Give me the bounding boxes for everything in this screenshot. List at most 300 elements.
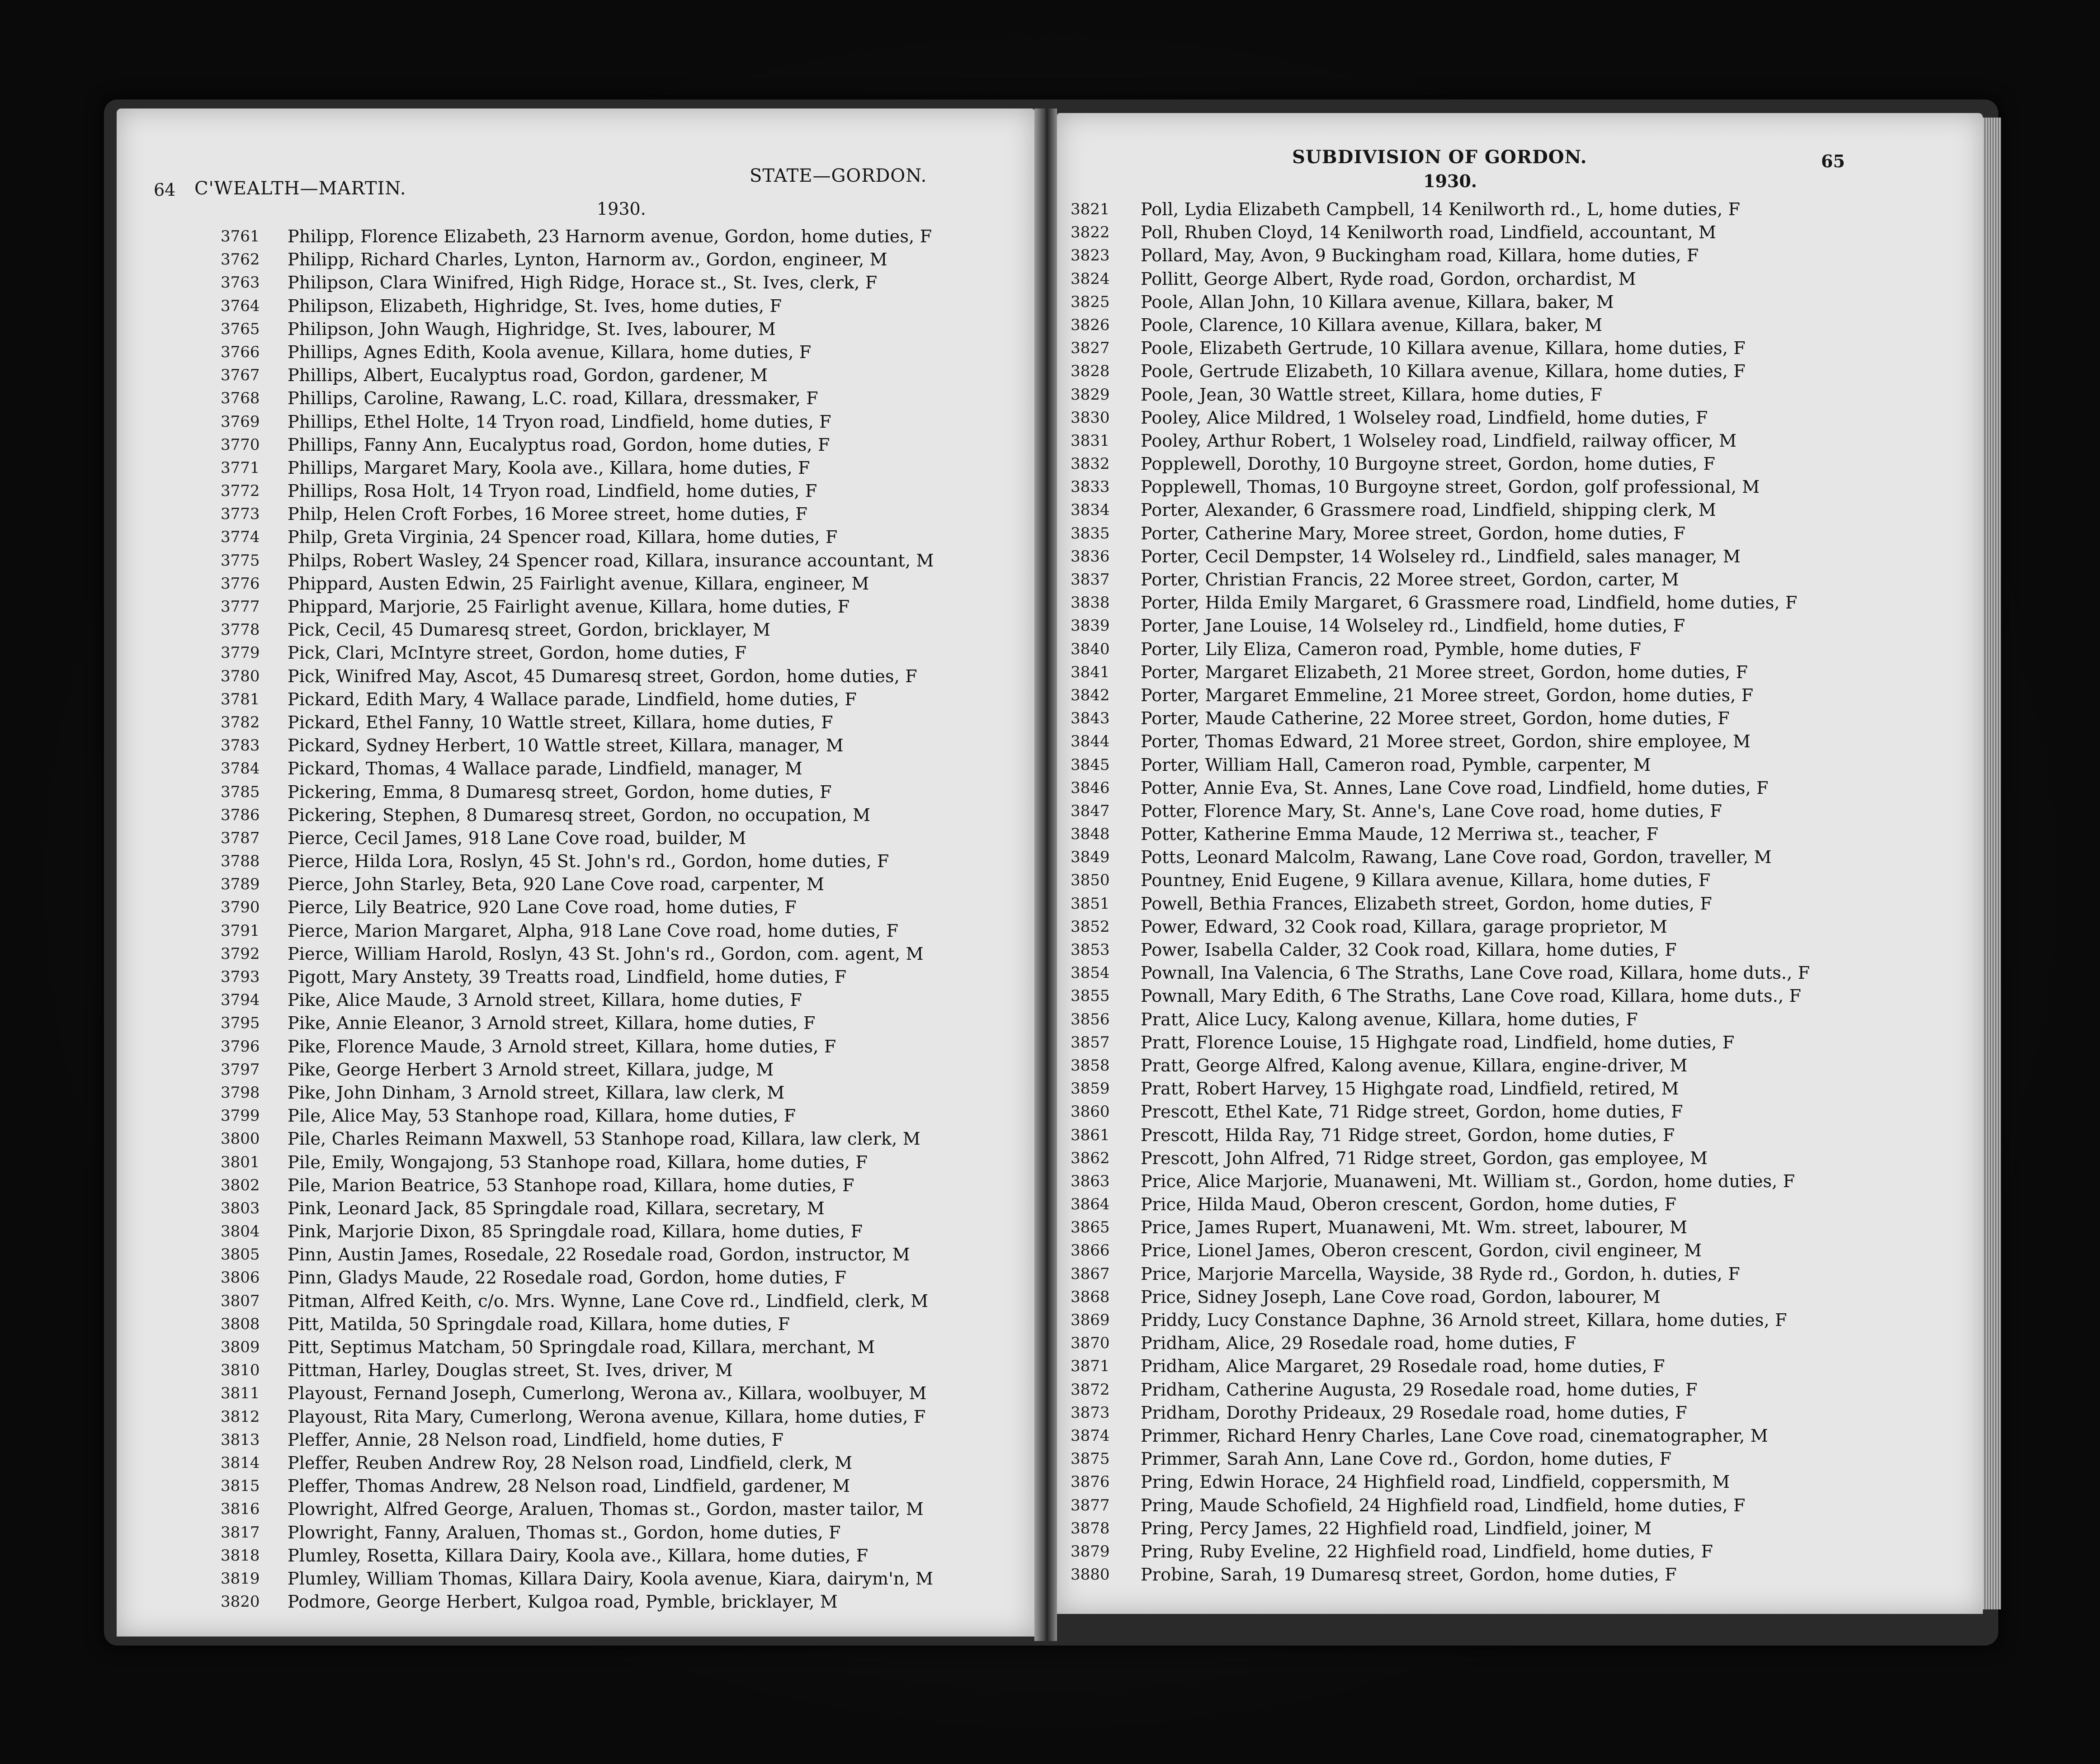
entry-text: Phillips, Rosa Holt, 14 Tryon road, Lindfield, home duties, F (288, 481, 817, 501)
entry-number: 3870 (1071, 1334, 1110, 1353)
entry-number: 3827 (1071, 339, 1110, 358)
entry-text: Pratt, Florence Louise, 15 Highgate road, Lindfield, home duties, F (1141, 1032, 1735, 1052)
entry-row (221, 480, 1025, 503)
entry-text: Potter, Annie Eva, St. Annes, Lane Cove road, Lindfield, home duties, F (1141, 778, 1769, 798)
entry-text: Phillips, Agnes Edith, Koola avenue, Killara, home duties, F (288, 342, 812, 362)
entry-row (1071, 1100, 1975, 1123)
left-page-number: 64 (154, 180, 176, 200)
entry-number: 3811 (221, 1384, 260, 1403)
left-header-title: C'WEALTH—MARTIN. (194, 178, 406, 199)
entry-row (221, 920, 1025, 943)
entry-number: 3776 (221, 574, 260, 593)
entry-row (221, 1035, 1025, 1058)
entry-row (1071, 846, 1975, 869)
entry-row (221, 896, 1025, 919)
entry-row (1071, 707, 1975, 730)
entry-number: 3856 (1071, 1010, 1110, 1028)
entry-number: 3778 (221, 621, 260, 639)
entry-number: 3858 (1071, 1056, 1110, 1075)
entry-row (1071, 869, 1975, 892)
entry-text: Pigott, Mary Anstety, 39 Treatts road, Lindfield, home duties, F (288, 967, 847, 987)
entry-row (221, 1290, 1025, 1313)
entry-row (1071, 1031, 1975, 1054)
entry-number: 3835 (1071, 524, 1110, 542)
entry-text: Pick, Clari, McIntyre street, Gordon, home duties, F (288, 643, 747, 663)
entry-text: Pridham, Catherine Augusta, 29 Rosedale road, home duties, F (1141, 1379, 1698, 1400)
entry-number: 3764 (221, 297, 260, 315)
entry-row (1071, 823, 1975, 846)
entry-text: Price, Alice Marjorie, Muanaweni, Mt. William st., Gordon, home duties, F (1141, 1171, 1795, 1191)
entry-number: 3847 (1071, 802, 1110, 820)
entry-number: 3799 (221, 1107, 260, 1125)
entry-number: 3860 (1071, 1103, 1110, 1121)
entry-number: 3861 (1071, 1126, 1110, 1144)
entry-row (221, 549, 1025, 572)
entry-row (1071, 1263, 1975, 1286)
entry-number: 3816 (221, 1500, 260, 1519)
entry-text: Pitman, Alfred Keith, c/o. Mrs. Wynne, Lane Cove rd., Lindfield, clerk, M (288, 1291, 929, 1311)
entry-row (221, 410, 1025, 434)
entry-row (1071, 314, 1975, 337)
entry-text: Pierce, Hilda Lora, Roslyn, 45 St. John's rd., Gordon, home duties, F (288, 851, 889, 872)
entry-text: Poole, Clarence, 10 Killara avenue, Killara, baker, M (1141, 315, 1603, 335)
entry-row (221, 1012, 1025, 1035)
entry-text: Prescott, Ethel Kate, 71 Ridge street, Gordon, home duties, F (1141, 1102, 1683, 1122)
entry-row (1071, 730, 1975, 753)
entry-number: 3761 (221, 227, 260, 245)
entry-row (1071, 545, 1975, 568)
entry-text: Pierce, William Harold, Roslyn, 43 St. John's rd., Gordon, com. agent, M (288, 943, 924, 964)
entry-row (221, 1081, 1025, 1104)
entry-row (221, 873, 1025, 896)
entry-number: 3844 (1071, 732, 1110, 751)
entry-text: Pratt, George Alfred, Kalong avenue, Killara, engine-driver, M (1141, 1055, 1688, 1075)
entry-text: Porter, William Hall, Cameron road, Pymble, carpenter, M (1141, 755, 1651, 775)
entry-row (1071, 939, 1975, 962)
entry-number: 3762 (221, 250, 260, 269)
entry-text: Pollard, May, Avon, 9 Buckingham road, Killara, home duties, F (1141, 245, 1699, 266)
entry-row (221, 1174, 1025, 1197)
entry-number: 3767 (221, 366, 260, 385)
page-edges (1983, 118, 2001, 1609)
entry-row (1071, 1494, 1975, 1517)
entry-row (1071, 453, 1975, 476)
entry-text: Pierce, Marion Margaret, Alpha, 918 Lane Cove road, home duties, F (288, 920, 899, 941)
entry-text: Philipson, Elizabeth, Highridge, St. Ives, home duties, F (288, 296, 782, 316)
entry-number: 3771 (221, 458, 260, 477)
entry-number: 3854 (1071, 964, 1110, 982)
entry-number: 3871 (1071, 1357, 1110, 1376)
entry-number: 3868 (1071, 1288, 1110, 1306)
entry-row (1071, 915, 1975, 939)
entry-text: Pridham, Alice, 29 Rosedale road, home duties, F (1141, 1333, 1576, 1354)
entry-text: Plowright, Fanny, Araluen, Thomas st., Gordon, home duties, F (288, 1522, 841, 1542)
entry-text: Poole, Allan John, 10 Killara avenue, Killara, baker, M (1141, 292, 1614, 312)
entry-text: Price, Sidney Joseph, Lane Cove road, Gordon, labourer, M (1141, 1287, 1661, 1307)
entry-text: Poole, Jean, 30 Wattle street, Killara, home duties, F (1141, 384, 1603, 405)
entry-text: Price, James Rupert, Muanaweni, Mt. Wm. street, labourer, M (1141, 1217, 1688, 1238)
entry-number: 3787 (221, 829, 260, 847)
entry-row (221, 1521, 1025, 1544)
entry-text: Prescott, Hilda Ray, 71 Ridge street, Gordon, home duties, F (1141, 1125, 1675, 1145)
entry-row (221, 318, 1025, 341)
entry-row (1071, 1147, 1975, 1170)
entry-number: 3836 (1071, 547, 1110, 566)
left-header-subtitle: STATE—GORDON. (750, 165, 927, 186)
entry-row (221, 1359, 1025, 1382)
entry-number: 3803 (221, 1199, 260, 1217)
entry-row (221, 688, 1025, 711)
entry-number: 3848 (1071, 825, 1110, 844)
entry-row (221, 1243, 1025, 1266)
entry-row (221, 618, 1025, 641)
entry-text: Plowright, Alfred George, Araluen, Thomas st., Gordon, master tailor, M (288, 1499, 924, 1519)
entry-text: Pile, Alice May, 53 Stanhope road, Killara, home duties, F (288, 1106, 796, 1126)
entry-row (1071, 244, 1975, 267)
entry-number: 3829 (1071, 385, 1110, 404)
entry-text: Phillips, Fanny Ann, Eucalyptus road, Gordon, home duties, F (288, 434, 830, 455)
entry-text: Pike, Florence Maude, 3 Arnold street, Killara, home duties, F (288, 1036, 836, 1057)
entry-text: Pinn, Austin James, Rosedale, 22 Rosedale road, Gordon, instructor, M (288, 1245, 910, 1265)
entry-text: Pike, John Dinham, 3 Arnold street, Killara, law clerk, M (288, 1082, 785, 1103)
entry-text: Pickering, Stephen, 8 Dumaresq street, Gordon, no occupation, M (288, 805, 871, 825)
entry-text: Pile, Emily, Wongajong, 53 Stanhope road, Killara, home duties, F (288, 1152, 868, 1172)
entry-number: 3819 (221, 1569, 260, 1588)
entry-number: 3774 (221, 528, 260, 547)
entry-text: Porter, Cecil Dempster, 14 Wolseley rd., Lindfield, sales manager, M (1141, 546, 1741, 566)
entry-row (1071, 476, 1975, 499)
entry-text: Poll, Lydia Elizabeth Campbell, 14 Kenilworth rd., L, home duties, F (1141, 199, 1741, 219)
entry-text: Pleffer, Thomas Andrew, 28 Nelson road, Lindfield, gardener, M (288, 1476, 850, 1496)
entry-text: Pring, Edwin Horace, 24 Highfield road, Lindfield, coppersmith, M (1141, 1472, 1730, 1492)
entry-text: Power, Edward, 32 Cook road, Killara, garage proprietor, M (1141, 916, 1667, 937)
entry-number: 3802 (221, 1176, 260, 1194)
entry-row (1071, 221, 1975, 244)
entry-number: 3838 (1071, 594, 1110, 612)
entry-row (221, 734, 1025, 757)
entry-number: 3801 (221, 1153, 260, 1171)
entry-number: 3834 (1071, 501, 1110, 519)
entry-row (1071, 661, 1975, 684)
entry-text: Philp, Helen Croft Forbes, 16 Moree street, home duties, F (288, 504, 808, 524)
entry-text: Poole, Elizabeth Gertrude, 10 Killara avenue, Killara, home duties, F (1141, 338, 1746, 358)
entry-row (1071, 800, 1975, 823)
entry-row (1071, 522, 1975, 545)
entry-text: Pick, Cecil, 45 Dumaresq street, Gordon, bricklayer, M (288, 620, 771, 640)
entry-row (221, 781, 1025, 804)
entry-row (1071, 1239, 1975, 1262)
entry-text: Philipp, Richard Charles, Lynton, Harnorm av., Gordon, engineer, M (288, 250, 887, 270)
entry-number: 3808 (221, 1315, 260, 1333)
entry-text: Pike, Alice Maude, 3 Arnold street, Killara, home duties, F (288, 990, 802, 1010)
entry-row (221, 665, 1025, 688)
entry-text: Porter, Margaret Emmeline, 21 Moree street, Gordon, home duties, F (1141, 685, 1754, 705)
entry-text: Pring, Ruby Eveline, 22 Highfield road, Lindfield, home duties, F (1141, 1541, 1713, 1561)
entry-text: Pountney, Enid Eugene, 9 Killara avenue, Killara, home duties, F (1141, 870, 1711, 891)
entry-row (221, 1406, 1025, 1429)
entry-text: Porter, Lily Eliza, Cameron road, Pymble, home duties, F (1141, 639, 1642, 659)
entry-row (1071, 499, 1975, 522)
entry-row (221, 850, 1025, 873)
entry-text: Pridham, Dorothy Prideaux, 29 Rosedale road, home duties, F (1141, 1402, 1687, 1423)
entry-row (1071, 1309, 1975, 1332)
entry-number: 3874 (1071, 1426, 1110, 1445)
entry-row (221, 225, 1025, 248)
entry-number: 3814 (221, 1453, 260, 1472)
left-year: 1930. (597, 199, 646, 219)
entry-text: Porter, Christian Francis, 22 Moree street, Gordon, carter, M (1141, 570, 1679, 590)
entry-row (221, 387, 1025, 410)
entry-row (221, 434, 1025, 457)
entry-number: 3855 (1071, 987, 1110, 1005)
entry-number: 3873 (1071, 1403, 1110, 1422)
entry-row (1071, 684, 1975, 707)
entry-row (1071, 1448, 1975, 1471)
entry-number: 3790 (221, 898, 260, 917)
entry-row (221, 1567, 1025, 1590)
entry-text: Pleffer, Annie, 28 Nelson road, Lindfield, home duties, F (288, 1429, 784, 1450)
entry-row (1071, 1378, 1975, 1401)
entry-text: Philipson, John Waugh, Highridge, St. Ives, labourer, M (288, 319, 776, 339)
entry-text: Pring, Percy James, 22 Highfield road, Lindfield, joiner, M (1141, 1518, 1652, 1538)
entry-text: Playoust, Fernand Joseph, Cumerlong, Werona av., Killara, woolbuyer, M (288, 1383, 927, 1404)
entry-number: 3839 (1071, 617, 1110, 635)
right-year: 1930. (1423, 171, 1477, 191)
entry-number: 3780 (221, 667, 260, 685)
entry-number: 3763 (221, 274, 260, 292)
entry-text: Pratt, Alice Lucy, Kalong avenue, Killara, home duties, F (1141, 1009, 1638, 1029)
entry-number: 3843 (1071, 709, 1110, 728)
entry-row (221, 1151, 1025, 1174)
entry-text: Potter, Florence Mary, St. Anne's, Lane Cove road, home duties, F (1141, 801, 1722, 821)
entry-row (221, 1127, 1025, 1151)
entry-row (221, 1590, 1025, 1613)
entry-row (221, 1452, 1025, 1475)
entry-number: 3792 (221, 944, 260, 963)
entry-number: 3859 (1071, 1080, 1110, 1098)
entry-row (221, 757, 1025, 780)
entry-row (1071, 291, 1975, 314)
entry-text: Price, Hilda Maud, Oberon crescent, Gordon, home duties, F (1141, 1194, 1677, 1215)
entry-text: Phillips, Ethel Holte, 14 Tryon road, Lindfield, home duties, F (288, 411, 831, 432)
entry-number: 3782 (221, 713, 260, 731)
entry-text: Porter, Thomas Edward, 21 Moree street, Gordon, shire employee, M (1141, 731, 1751, 752)
entry-text: Phippard, Austen Edwin, 25 Fairlight avenue, Killara, engineer, M (288, 573, 869, 594)
entry-text: Porter, Maude Catherine, 22 Moree street, Gordon, home duties, F (1141, 708, 1730, 729)
entry-number: 3822 (1071, 223, 1110, 242)
entry-text: Pike, George Herbert 3 Arnold street, Killara, judge, M (288, 1059, 774, 1080)
entry-number: 3813 (221, 1430, 260, 1449)
entry-number: 3851 (1071, 894, 1110, 913)
entry-number: 3812 (221, 1407, 260, 1426)
entry-text: Pink, Marjorie Dixon, 85 Springdale road, Killara, home duties, F (288, 1222, 863, 1242)
entry-number: 3845 (1071, 755, 1110, 774)
entry-text: Priddy, Lucy Constance Daphne, 36 Arnold street, Killara, home duties, F (1141, 1310, 1787, 1330)
entry-number: 3769 (221, 412, 260, 431)
entry-row (1071, 614, 1975, 637)
entry-number: 3828 (1071, 362, 1110, 381)
entry-number: 3809 (221, 1338, 260, 1356)
entry-number: 3850 (1071, 871, 1110, 890)
entry-text: Pierce, Lily Beatrice, 920 Lane Cove road, home duties, F (288, 897, 797, 918)
entry-number: 3777 (221, 598, 260, 616)
entry-number: 3818 (221, 1546, 260, 1565)
entry-number: 3872 (1071, 1380, 1110, 1399)
entry-number: 3817 (221, 1523, 260, 1542)
entry-text: Plumley, Rosetta, Killara Dairy, Koola ave., Killara, home duties, F (288, 1545, 868, 1566)
entry-text: Philps, Robert Wasley, 24 Spencer road, Killara, insurance accountant, M (288, 550, 934, 571)
entry-number: 3807 (221, 1292, 260, 1310)
entry-text: Phillips, Margaret Mary, Koola ave., Killara, home duties, F (288, 458, 810, 478)
entry-number: 3766 (221, 343, 260, 361)
entry-number: 3833 (1071, 478, 1110, 496)
entry-text: Pile, Marion Beatrice, 53 Stanhope road, Killara, home duties, F (288, 1175, 854, 1195)
entry-text: Pittman, Harley, Douglas street, St. Ives, driver, M (288, 1360, 733, 1381)
entry-row (1071, 568, 1975, 591)
entry-row (1071, 1054, 1975, 1077)
entry-number: 3796 (221, 1037, 260, 1056)
entry-row (1071, 1355, 1975, 1378)
entry-text: Pridham, Alice Margaret, 29 Rosedale road, home duties, F (1141, 1356, 1665, 1377)
entry-text: Pitt, Matilda, 50 Springdale road, Killara, home duties, F (288, 1314, 790, 1334)
entry-text: Pickard, Thomas, 4 Wallace parade, Lindfield, manager, M (288, 759, 803, 779)
entry-row (1071, 777, 1975, 800)
entry-text: Popplewell, Thomas, 10 Burgoyne street, Gordon, golf professional, M (1141, 477, 1760, 497)
entry-number: 3806 (221, 1269, 260, 1287)
entry-text: Probine, Sarah, 19 Dumaresq street, Gordon, home duties, F (1141, 1565, 1677, 1585)
entry-number: 3876 (1071, 1473, 1110, 1491)
entry-number: 3842 (1071, 686, 1110, 704)
entry-row (1071, 1540, 1975, 1563)
entry-text: Philipp, Florence Elizabeth, 23 Harnorm avenue, Gordon, home duties, F (288, 226, 932, 246)
entry-row (1071, 591, 1975, 614)
entry-row (221, 364, 1025, 387)
entry-text: Podmore, George Herbert, Kulgoa road, Pymble, bricklayer, M (288, 1592, 838, 1612)
entry-number: 3826 (1071, 316, 1110, 334)
entry-number: 3880 (1071, 1566, 1110, 1584)
entry-text: Primmer, Richard Henry Charles, Lane Cove road, cinematographer, M (1141, 1425, 1768, 1446)
left-page (117, 108, 1034, 1637)
entry-row (1071, 1216, 1975, 1239)
entry-row (1071, 1424, 1975, 1448)
entry-row (221, 827, 1025, 850)
entry-number: 3791 (221, 921, 260, 940)
right-header-title: SUBDIVISION OF GORDON. (1292, 146, 1587, 168)
entry-number: 3789 (221, 875, 260, 894)
entry-row (221, 1429, 1025, 1452)
entry-number: 3837 (1071, 571, 1110, 589)
entry-row (221, 1544, 1025, 1567)
entry-text: Price, Lionel James, Oberon crescent, Gordon, civil engineer, M (1141, 1240, 1702, 1261)
entry-row (1071, 1286, 1975, 1309)
entry-number: 3846 (1071, 778, 1110, 797)
entry-number: 3820 (221, 1593, 260, 1611)
entry-text: Pownall, Mary Edith, 6 The Straths, Lane Cove road, Killara, home duts., F (1141, 986, 1802, 1006)
entry-number: 3849 (1071, 848, 1110, 867)
entry-number: 3830 (1071, 408, 1110, 427)
entry-text: Prescott, John Alfred, 71 Ridge street, Gordon, gas employee, M (1141, 1148, 1708, 1168)
entry-text: Porter, Margaret Elizabeth, 21 Moree street, Gordon, home duties, F (1141, 662, 1748, 682)
entry-number: 3779 (221, 644, 260, 662)
entry-text: Philp, Greta Virginia, 24 Spencer road, Killara, home duties, F (288, 527, 838, 547)
entry-text: Porter, Catherine Mary, Moree street, Gordon, home duties, F (1141, 523, 1685, 543)
entry-text: Potts, Leonard Malcolm, Rawang, Lane Cove road, Gordon, traveller, M (1141, 847, 1772, 868)
entry-text: Phillips, Albert, Eucalyptus road, Gordon, gardener, M (288, 365, 768, 386)
entry-text: Pring, Maude Schofield, 24 Highfield road, Lindfield, home duties, F (1141, 1495, 1746, 1515)
entry-row (1071, 892, 1975, 915)
entry-text: Pick, Winifred May, Ascot, 45 Dumaresq street, Gordon, home duties, F (288, 666, 917, 686)
entry-number: 3788 (221, 852, 260, 871)
entry-number: 3798 (221, 1083, 260, 1102)
entry-row (221, 966, 1025, 989)
entry-text: Price, Marjorie Marcella, Wayside, 38 Ryde rd., Gordon, h. duties, F (1141, 1264, 1740, 1284)
book-gutter (1034, 108, 1057, 1641)
entry-row (1071, 406, 1975, 429)
entry-number: 3770 (221, 435, 260, 454)
entry-text: Philipson, Clara Winifred, High Ridge, Horace st., St. Ives, clerk, F (288, 273, 878, 293)
entry-number: 3765 (221, 320, 260, 338)
entry-number: 3840 (1071, 640, 1110, 658)
entry-row (221, 526, 1025, 549)
entry-text: Porter, Alexander, 6 Grassmere road, Lindfield, shipping clerk, M (1141, 500, 1716, 520)
entry-text: Pickard, Sydney Herbert, 10 Wattle street, Killara, manager, M (288, 736, 844, 756)
entry-number: 3781 (221, 690, 260, 708)
entry-text: Playoust, Rita Mary, Cumerlong, Werona avenue, Killara, home duties, F (288, 1406, 926, 1427)
entry-number: 3865 (1071, 1218, 1110, 1237)
entry-row (221, 271, 1025, 294)
entry-row (221, 1058, 1025, 1081)
entry-number: 3785 (221, 783, 260, 801)
entry-row (1071, 337, 1975, 360)
entry-text: Phippard, Marjorie, 25 Fairlight avenue, Killara, home duties, F (288, 597, 850, 617)
entry-number: 3772 (221, 482, 260, 500)
entry-number: 3794 (221, 991, 260, 1009)
entry-text: Phillips, Caroline, Rawang, L.C. road, Killara, dressmaker, F (288, 388, 818, 409)
entry-number: 3795 (221, 1014, 260, 1033)
entry-row (1071, 1563, 1975, 1586)
entry-number: 3821 (1071, 200, 1110, 218)
entry-row (1071, 268, 1975, 291)
entry-row (221, 1498, 1025, 1521)
entry-row (1071, 1193, 1975, 1216)
entry-row (221, 711, 1025, 734)
entry-text: Pierce, John Starley, Beta, 920 Lane Cove road, carpenter, M (288, 874, 825, 895)
entry-row (1071, 1008, 1975, 1031)
entry-text: Pooley, Alice Mildred, 1 Wolseley road, Lindfield, home duties, F (1141, 407, 1708, 428)
entry-number: 3797 (221, 1060, 260, 1079)
entry-text: Poll, Rhuben Cloyd, 14 Kenilworth road, Lindfield, accountant, M (1141, 222, 1717, 243)
entry-text: Pink, Leonard Jack, 85 Springdale road, Killara, secretary, M (288, 1198, 825, 1218)
entry-row (1071, 638, 1975, 661)
entry-number: 3775 (221, 551, 260, 570)
entry-number: 3786 (221, 806, 260, 824)
entry-row (221, 503, 1025, 526)
entry-text: Primmer, Sarah Ann, Lane Cove rd., Gordon, home duties, F (1141, 1449, 1672, 1469)
right-entry-list (1071, 198, 1975, 1586)
entry-text: Pickard, Edith Mary, 4 Wallace parade, Lindfield, home duties, F (288, 689, 857, 709)
entry-row (1071, 198, 1975, 221)
entry-number: 3878 (1071, 1519, 1110, 1538)
entry-text: Porter, Jane Louise, 14 Wolseley rd., Lindfield, home duties, F (1141, 616, 1685, 636)
entry-number: 3831 (1071, 431, 1110, 450)
entry-text: Potter, Katherine Emma Maude, 12 Merriwa st., teacher, F (1141, 824, 1659, 844)
entry-number: 3815 (221, 1477, 260, 1495)
right-page (1057, 113, 1983, 1614)
entry-number: 3866 (1071, 1241, 1110, 1260)
entry-row (221, 1382, 1025, 1405)
entry-number: 3805 (221, 1245, 260, 1264)
entry-row (1071, 429, 1975, 453)
